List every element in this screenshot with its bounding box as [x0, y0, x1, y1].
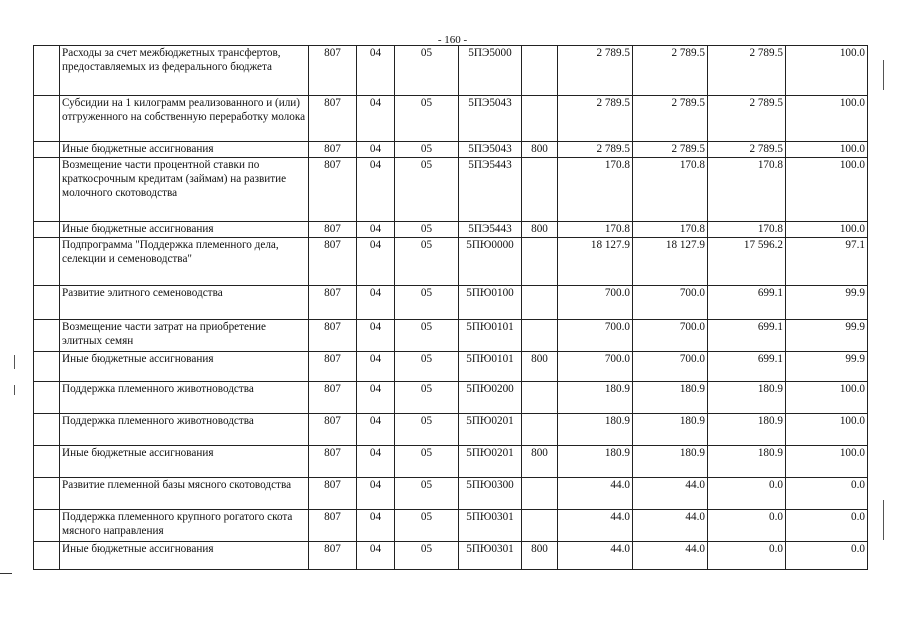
amount-approved: 44.0 — [558, 542, 633, 570]
section-code: 04 — [357, 446, 395, 478]
expense-type-code — [522, 46, 558, 96]
subsection-code: 05 — [395, 46, 459, 96]
amount-revised: 2 789.5 — [633, 46, 708, 96]
execution-percent: 100.0 — [786, 222, 868, 238]
budget-table-body — [34, 46, 868, 570]
target-article-code: 5ПЮ0101 — [459, 352, 522, 382]
row-margin-cell — [34, 96, 60, 142]
expense-type-code — [522, 158, 558, 222]
amount-approved: 44.0 — [558, 510, 633, 542]
section-code: 04 — [357, 320, 395, 352]
expense-type-code — [522, 286, 558, 320]
amount-approved: 700.0 — [558, 352, 633, 382]
admin-code: 807 — [309, 320, 357, 352]
execution-percent: 100.0 — [786, 46, 868, 96]
row-margin-cell — [34, 414, 60, 446]
amount-executed: 180.9 — [708, 414, 786, 446]
amount-revised: 180.9 — [633, 414, 708, 446]
subsection-code: 05 — [395, 446, 459, 478]
amount-revised: 700.0 — [633, 286, 708, 320]
table-row — [34, 142, 868, 158]
section-code: 04 — [357, 510, 395, 542]
target-article-code: 5ПЮ0000 — [459, 238, 522, 286]
admin-code: 807 — [309, 96, 357, 142]
section-code: 04 — [357, 414, 395, 446]
amount-executed: 170.8 — [708, 158, 786, 222]
section-code: 04 — [357, 238, 395, 286]
row-margin-cell — [34, 46, 60, 96]
expense-type-code: 800 — [522, 142, 558, 158]
subsection-code: 05 — [395, 478, 459, 510]
execution-percent: 99.9 — [786, 320, 868, 352]
section-code: 04 — [357, 142, 395, 158]
amount-executed: 2 789.5 — [708, 46, 786, 96]
amount-approved: 180.9 — [558, 446, 633, 478]
admin-code: 807 — [309, 142, 357, 158]
row-margin-cell — [34, 142, 60, 158]
amount-approved: 44.0 — [558, 478, 633, 510]
row-margin-cell — [34, 510, 60, 542]
amount-approved: 180.9 — [558, 382, 633, 414]
item-name: Развитие элитного семеноводства — [60, 286, 309, 320]
execution-percent: 99.9 — [786, 352, 868, 382]
subsection-code: 05 — [395, 222, 459, 238]
expense-type-code — [522, 238, 558, 286]
row-margin-cell — [34, 158, 60, 222]
target-article-code: 5ПЭ5443 — [459, 158, 522, 222]
amount-revised: 170.8 — [633, 222, 708, 238]
table-row — [34, 542, 868, 570]
target-article-code: 5ПЭ5000 — [459, 46, 522, 96]
amount-executed: 0.0 — [708, 542, 786, 570]
amount-approved: 170.8 — [558, 158, 633, 222]
admin-code: 807 — [309, 542, 357, 570]
target-article-code: 5ПЮ0300 — [459, 478, 522, 510]
scan-margin-mark — [883, 500, 884, 540]
amount-approved: 170.8 — [558, 222, 633, 238]
item-name: Иные бюджетные ассигнования — [60, 542, 309, 570]
amount-executed: 180.9 — [708, 446, 786, 478]
item-name: Подпрограмма "Поддержка племенного дела, селекции и семеноводства" — [60, 238, 309, 286]
target-article-code: 5ПЮ0301 — [459, 542, 522, 570]
amount-revised: 18 127.9 — [633, 238, 708, 286]
subsection-code: 05 — [395, 286, 459, 320]
item-name: Иные бюджетные ассигнования — [60, 142, 309, 158]
table-row — [34, 414, 868, 446]
item-name: Иные бюджетные ассигнования — [60, 352, 309, 382]
amount-executed: 180.9 — [708, 382, 786, 414]
admin-code: 807 — [309, 446, 357, 478]
target-article-code: 5ПЮ0200 — [459, 382, 522, 414]
target-article-code: 5ПЮ0301 — [459, 510, 522, 542]
section-code: 04 — [357, 352, 395, 382]
amount-revised: 170.8 — [633, 158, 708, 222]
admin-code: 807 — [309, 286, 357, 320]
subsection-code: 05 — [395, 510, 459, 542]
execution-percent: 99.9 — [786, 286, 868, 320]
subsection-code: 05 — [395, 158, 459, 222]
subsection-code: 05 — [395, 238, 459, 286]
admin-code: 807 — [309, 46, 357, 96]
item-name: Поддержка племенного животноводства — [60, 414, 309, 446]
section-code: 04 — [357, 96, 395, 142]
target-article-code: 5ПЭ5043 — [459, 96, 522, 142]
row-margin-cell — [34, 478, 60, 510]
admin-code: 807 — [309, 158, 357, 222]
admin-code: 807 — [309, 382, 357, 414]
target-article-code: 5ПЭ5043 — [459, 142, 522, 158]
amount-revised: 180.9 — [633, 446, 708, 478]
amount-executed: 699.1 — [708, 286, 786, 320]
amount-executed: 2 789.5 — [708, 142, 786, 158]
scan-margin-dash — [0, 573, 12, 574]
execution-percent: 97.1 — [786, 238, 868, 286]
subsection-code: 05 — [395, 414, 459, 446]
table-row — [34, 510, 868, 542]
expense-type-code — [522, 96, 558, 142]
amount-revised: 44.0 — [633, 478, 708, 510]
execution-percent: 100.0 — [786, 96, 868, 142]
amount-revised: 700.0 — [633, 320, 708, 352]
budget-table — [33, 45, 868, 570]
amount-executed: 17 596.2 — [708, 238, 786, 286]
expense-type-code — [522, 382, 558, 414]
table-row — [34, 238, 868, 286]
section-code: 04 — [357, 286, 395, 320]
execution-percent: 100.0 — [786, 446, 868, 478]
amount-executed: 699.1 — [708, 320, 786, 352]
item-name: Поддержка племенного животноводства — [60, 382, 309, 414]
expense-type-code: 800 — [522, 446, 558, 478]
section-code: 04 — [357, 542, 395, 570]
admin-code: 807 — [309, 510, 357, 542]
target-article-code: 5ПЭ5443 — [459, 222, 522, 238]
item-name: Иные бюджетные ассигнования — [60, 446, 309, 478]
page-number: - 160 - — [437, 34, 468, 46]
section-code: 04 — [357, 222, 395, 238]
scan-margin-mark — [14, 355, 15, 369]
section-code: 04 — [357, 46, 395, 96]
amount-executed: 0.0 — [708, 510, 786, 542]
table-row — [34, 286, 868, 320]
scan-margin-mark — [883, 60, 884, 90]
table-row — [34, 446, 868, 478]
amount-executed: 2 789.5 — [708, 96, 786, 142]
target-article-code: 5ПЮ0201 — [459, 446, 522, 478]
subsection-code: 05 — [395, 96, 459, 142]
item-name: Поддержка племенного крупного рогатого скота мясного направления — [60, 510, 309, 542]
admin-code: 807 — [309, 238, 357, 286]
row-margin-cell — [34, 446, 60, 478]
admin-code: 807 — [309, 352, 357, 382]
scan-margin-mark — [14, 385, 15, 395]
amount-approved: 700.0 — [558, 320, 633, 352]
amount-approved: 180.9 — [558, 414, 633, 446]
row-margin-cell — [34, 382, 60, 414]
expense-type-code — [522, 478, 558, 510]
amount-revised: 44.0 — [633, 510, 708, 542]
row-margin-cell — [34, 352, 60, 382]
expense-type-code: 800 — [522, 352, 558, 382]
row-margin-cell — [34, 238, 60, 286]
item-name: Развитие племенной базы мясного скотоводства — [60, 478, 309, 510]
admin-code: 807 — [309, 222, 357, 238]
execution-percent: 100.0 — [786, 382, 868, 414]
row-margin-cell — [34, 222, 60, 238]
item-name: Иные бюджетные ассигнования — [60, 222, 309, 238]
row-margin-cell — [34, 320, 60, 352]
section-code: 04 — [357, 478, 395, 510]
execution-percent: 0.0 — [786, 542, 868, 570]
table-row — [34, 352, 868, 382]
expense-type-code: 800 — [522, 542, 558, 570]
expense-type-code — [522, 510, 558, 542]
execution-percent: 100.0 — [786, 142, 868, 158]
execution-percent: 100.0 — [786, 158, 868, 222]
expense-type-code — [522, 414, 558, 446]
item-name: Возмещение части затрат на приобретение элитных семян — [60, 320, 309, 352]
expense-type-code: 800 — [522, 222, 558, 238]
amount-approved: 18 127.9 — [558, 238, 633, 286]
item-name: Субсидии на 1 килограмм реализованного и (или) отгруженного на собственную переработку молока — [60, 96, 309, 142]
admin-code: 807 — [309, 414, 357, 446]
table-row — [34, 158, 868, 222]
section-code: 04 — [357, 382, 395, 414]
table-row — [34, 96, 868, 142]
admin-code: 807 — [309, 478, 357, 510]
target-article-code: 5ПЮ0101 — [459, 320, 522, 352]
expense-type-code — [522, 320, 558, 352]
table-row — [34, 478, 868, 510]
amount-revised: 44.0 — [633, 542, 708, 570]
item-name: Возмещение части процентной ставки по краткосрочным кредитам (займам) на развитие молочного скотоводства — [60, 158, 309, 222]
amount-approved: 700.0 — [558, 286, 633, 320]
table-row — [34, 222, 868, 238]
amount-approved: 2 789.5 — [558, 96, 633, 142]
subsection-code: 05 — [395, 142, 459, 158]
section-code: 04 — [357, 158, 395, 222]
amount-revised: 2 789.5 — [633, 96, 708, 142]
item-name: Расходы за счет межбюджетных трансфертов, предоставляемых из федерального бюджета — [60, 46, 309, 96]
subsection-code: 05 — [395, 542, 459, 570]
subsection-code: 05 — [395, 382, 459, 414]
row-margin-cell — [34, 542, 60, 570]
subsection-code: 05 — [395, 352, 459, 382]
amount-executed: 699.1 — [708, 352, 786, 382]
execution-percent: 0.0 — [786, 478, 868, 510]
amount-executed: 0.0 — [708, 478, 786, 510]
table-row — [34, 382, 868, 414]
amount-revised: 700.0 — [633, 352, 708, 382]
amount-revised: 180.9 — [633, 382, 708, 414]
execution-percent: 0.0 — [786, 510, 868, 542]
amount-executed: 170.8 — [708, 222, 786, 238]
row-margin-cell — [34, 286, 60, 320]
table-row — [34, 46, 868, 96]
table-row — [34, 320, 868, 352]
subsection-code: 05 — [395, 320, 459, 352]
amount-approved: 2 789.5 — [558, 46, 633, 96]
target-article-code: 5ПЮ0201 — [459, 414, 522, 446]
execution-percent: 100.0 — [786, 414, 868, 446]
target-article-code: 5ПЮ0100 — [459, 286, 522, 320]
amount-approved: 2 789.5 — [558, 142, 633, 158]
amount-revised: 2 789.5 — [633, 142, 708, 158]
